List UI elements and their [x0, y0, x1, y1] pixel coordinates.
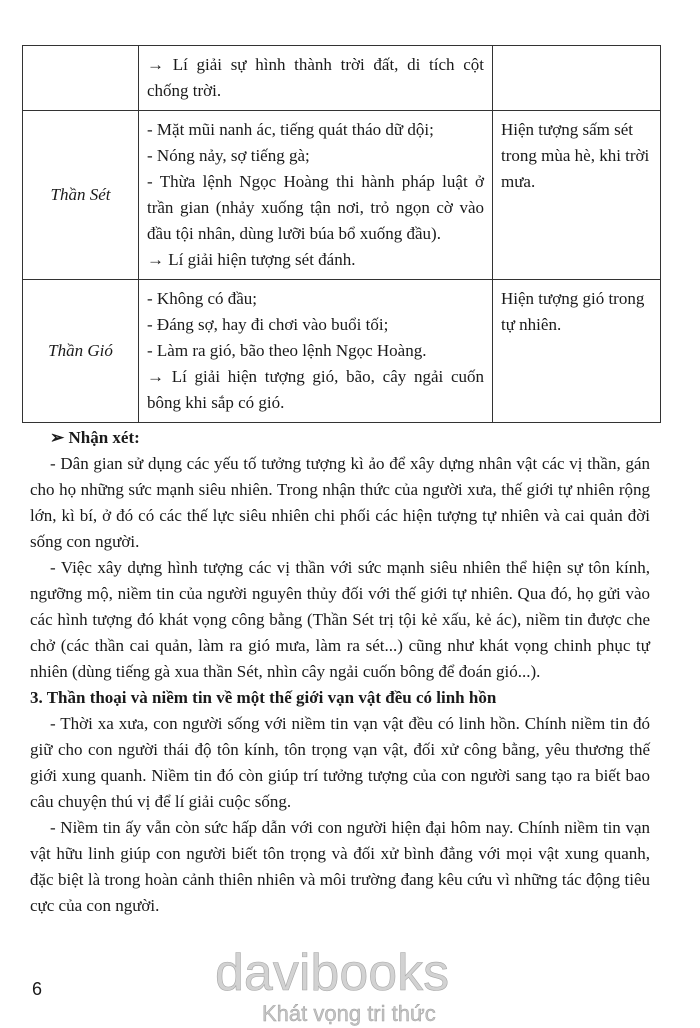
description-line: - Làm ra gió, bão theo lệnh Ngọc Hoàng. — [147, 341, 427, 360]
section-paragraph: - Niềm tin ấy vẫn còn sức hấp dẫn với con người hiện đại hôm nay. Chính niềm tin vạn vật hữu linh giúp con người biết tôn trọng và đối xử bình đẳng với mọi vật xung quanh, đặc biệt là trong hoàn cảnh thiên nhiên và môi trường đang kêu cứu vì những tác động tiêu cực của con người. — [30, 818, 650, 915]
deity-description — [139, 46, 493, 111]
remarks-paragraph: - Dân gian sử dụng các yếu tố tưởng tượng kì ảo để xây dựng nhân vật các vị thần, gán cho họ những sức mạnh siêu nhiên. Trong nhận thức của người xưa, thế giới tự nhiên rộng lớn, kì bí, ở đó có các thế lực siêu nhiên chi phối các hiện tượng tự nhiên và cai quản đời sống con người. — [30, 454, 650, 551]
section-heading: 3. Thần thoại và niềm tin về một thế giới vạn vật đều có linh hồn — [30, 688, 497, 707]
description-line: → Lí giải hiện tượng gió, bão, cây ngải cuốn bông khi sắp có gió. — [147, 367, 484, 412]
table-row — [23, 280, 661, 423]
watermark-logo: davibooks — [215, 944, 450, 1002]
table-row — [23, 46, 661, 111]
deity-name: Thần Gió — [23, 280, 139, 423]
description-line: - Không có đầu; — [147, 289, 258, 308]
phenomenon — [493, 46, 661, 111]
description-line: - Mặt mũi nanh ác, tiếng quát tháo dữ dội; — [147, 120, 434, 139]
deity-description — [139, 111, 493, 280]
description-line: → Lí giải hiện tượng sét đánh. — [147, 250, 356, 269]
description-line: - Nóng nảy, sợ tiếng gà; — [147, 146, 310, 165]
deity-description — [139, 280, 493, 423]
section-paragraph: - Thời xa xưa, con người sống với niềm tin vạn vật đều có linh hồn. Chính niềm tin đó giữ cho con người thái độ tôn kính, tôn trọng vạn vật, đối xử công bằng, yêu thương thế giới xung quanh. Niềm tin đó còn giúp trí tưởng tượng của con người sang tạo ra biết bao câu chuyện thú vị để lí giải cuộc sống. — [30, 714, 650, 811]
remarks-heading: ➢ Nhận xét: — [50, 428, 140, 447]
phenomenon: Hiện tượng sấm sét trong mùa hè, khi trời mưa. — [493, 111, 661, 280]
remarks-paragraph: - Việc xây dựng hình tượng các vị thần với sức mạnh siêu nhiên thể hiện sự tôn kính, ngưỡng mộ, niềm tin của người nguyên thủy đối với thế giới tự nhiên. Qua đó, họ gửi vào các hình tượng đó khát vọng công bằng (Thần Sét trị tội kẻ xấu, kẻ ác), niềm tin được che chở (các thần cai quản, làm ra gió mưa, làm ra sét...) cũng như khát vọng chinh phục tự nhiên (dùng tiếng gà xua thần Sét, nhìn cây ngải cuốn bông để đoán gió...). — [30, 558, 650, 681]
deity-name — [23, 46, 139, 111]
watermark-slogan: Khát vọng tri thức — [262, 1001, 436, 1026]
description-line: - Đáng sợ, hay đi chơi vào buổi tối; — [147, 315, 389, 334]
table-row — [23, 111, 661, 280]
phenomenon: Hiện tượng gió trong tự nhiên. — [493, 280, 661, 423]
description-line: → Lí giải sự hình thành trời đất, di tích cột chống trời. — [147, 55, 484, 100]
deity-name: Thần Sét — [23, 111, 139, 280]
deities-table — [22, 45, 661, 423]
body-text — [30, 425, 650, 919]
page-number: 6 — [32, 979, 43, 999]
description-line: - Thừa lệnh Ngọc Hoàng thi hành pháp luật ở trần gian (nhảy xuống tận nơi, trỏ ngọn cờ vào đầu tội nhân, dùng lưỡi búa bổ xuống đầu). — [147, 172, 484, 243]
